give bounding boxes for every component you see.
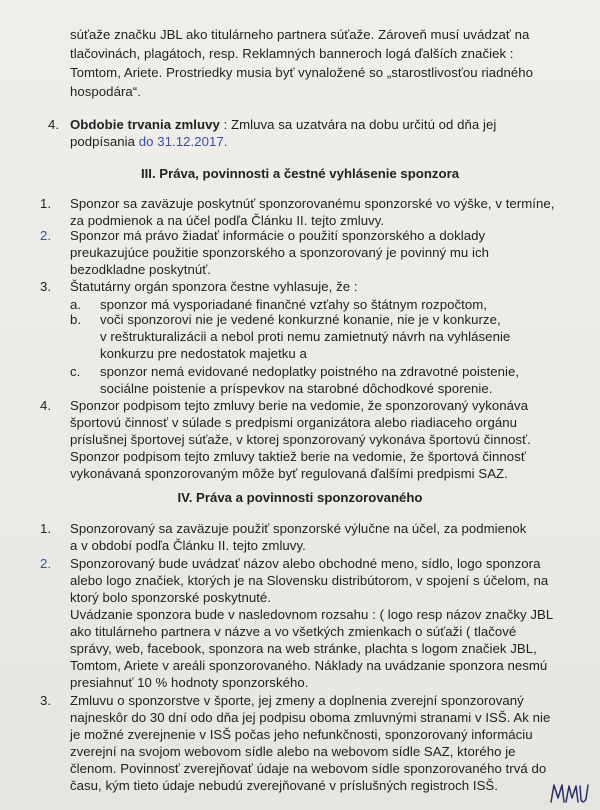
body-line: Sponzorovaný sa zaväzuje použiť sponzorské výlučne na účel, za podmienok: [70, 521, 527, 536]
item-number: 1.: [40, 521, 51, 536]
subitem-letter: c.: [70, 364, 81, 379]
body-line: bezodkladne poskytnúť.: [70, 262, 211, 277]
body-line: Sponzorovaný bude uvádzať názov alebo obchodné meno, sídlo, logo sponzora: [70, 556, 541, 571]
body-line: členom. Povinnosť zverejňovať údaje na webovom sídle sponzorovaného trvá do: [70, 761, 547, 776]
body-line: Sponzor má právo žiadať informácie o použití sponzorského a doklady: [70, 228, 486, 243]
body-line: Štatutárny orgán sponzora čestne vyhlasuje, že :: [70, 279, 358, 294]
contract-term-text: : Zmluva sa uzatvára na dobu určitú od dňa jej: [219, 117, 497, 132]
body-line: sponzor nemá evidované nedoplatky poistného na zdravotné poistenie,: [100, 364, 520, 379]
body-line: sponzor má vysporiadané finančné vzťahy so štátnym rozpočtom,: [100, 297, 487, 312]
body-line: a v období podľa Článku II. tejto zmluvy.: [70, 538, 306, 553]
body-line: vykonávaná sponzorovaným môže byť regulovaná ďalšími predpismi SAZ.: [70, 466, 508, 481]
contract-term-line: [70, 116, 496, 133]
body-line: Uvádzanie sponzora bude v nasledovnom rozsahu : ( logo resp názov značky JBL: [70, 607, 554, 622]
item-number: 4.: [48, 117, 59, 132]
section-4-title: IV. Práva a povinnosti sponzorovaného: [177, 490, 423, 505]
section-3-title: III. Práva, povinnosti a čestné vyhlásenie sponzora: [140, 166, 460, 181]
contract-term-label: Obdobie trvania zmluvy: [70, 117, 220, 132]
body-line: Sponzor sa zaväzuje poskytnúť sponzorovanému sponzorské vo výške, v termíne,: [70, 196, 555, 211]
handwritten-signature: [548, 780, 592, 806]
body-line: súťaže značku JBL ako titulárneho partnera súťaže. Zároveň musí uvádzať na: [70, 27, 530, 42]
body-line: Tomtom, Ariete v areáli sponzorovaného. Náklady na uvádzanie sponzora nesmú: [70, 658, 548, 673]
body-line: alebo logo značiek, ktorých je na Slovensku distribútorom, v spojení s účelom, na: [70, 573, 549, 588]
body-line: presiahnuť 10 % hodnoty sponzorského.: [70, 675, 309, 690]
body-line: tlačovinách, plagátoch, resp. Reklamných banneroch logá ďalších značiek :: [70, 46, 514, 61]
body-line: ako titulárneho partnera v názve a vo všetkých zmienkach o súťaži ( tlačové: [70, 624, 517, 639]
body-line: Sponzor podpisom tejto zmluvy taktiež berie na vedomie, že športová činnosť: [70, 449, 526, 464]
item-number: 4.: [40, 398, 51, 413]
item-number: 1.: [40, 196, 51, 211]
body-line: je možné zverejnenie v ISŠ počas jeho nefunkčnosti, sponzorovaný informáciu: [70, 727, 533, 742]
subitem-letter: b.: [70, 312, 81, 327]
subitem-letter: a.: [70, 297, 81, 312]
body-line: najneskôr do 30 dní odo dňa jej podpisu oboma zmluvnými stranami v ISŠ. Ak nie: [70, 710, 551, 725]
item-number: 3.: [40, 693, 51, 708]
body-line: príslušnej športovej súťaže, v ktorej sponzorovaný vykonáva športovú činnosť.: [70, 432, 531, 447]
body-line: Sponzor podpisom tejto zmluvy berie na vedomie, že sponzorovaný vykonáva: [70, 398, 529, 413]
body-line: zverejní na svojom webovom sídle alebo na webovom sídle SAZ, ktorého je: [70, 744, 516, 759]
item-number: 3.: [40, 279, 51, 294]
end-date: do 31.12.2017.: [138, 134, 228, 149]
body-line: voči sponzorovi nie je vedené konkurzné konanie, nie je v konkurze,: [100, 312, 501, 327]
body-line: času, kým tieto údaje nebudú zverejňované v príslušných registroch ISŠ.: [70, 778, 498, 793]
item-number: 2.: [40, 228, 51, 243]
body-line: za podmienok a na účel podľa Článku II. tejto zmluvy.: [70, 213, 385, 228]
signing-text: podpísania: [70, 134, 139, 149]
body-line: Zmluvu o sponzorstve v športe, jej zmeny a doplnenia zverejní sponzorovaný: [70, 693, 524, 708]
item-number: 2.: [40, 556, 51, 571]
body-line: konkurzu pre nedostatok majetku a: [100, 346, 307, 361]
body-line: preukazujúce použitie sponzorského a sponzorovaný je povinný mu ich: [70, 245, 490, 260]
body-line: ktorý bolo sponzorské poskytnuté.: [70, 590, 272, 605]
contract-term-line-2: [70, 133, 227, 150]
body-line: Tomtom, Ariete. Prostriedky musia byť vynaložené so „starostlivosťou riadného: [70, 65, 534, 80]
body-line: sociálne poistenie a príspevkov na starobné dôchodkové sporenie.: [100, 381, 493, 396]
body-line: hospodára“.: [70, 84, 141, 99]
body-line: v reštrukturalizácii a nebol proti nemu zamietnutý návrh na vyhlásenie: [100, 329, 511, 344]
body-line: športovú činnosť v súlade s predpismi organizátora alebo riadiaceho orgánu: [70, 415, 518, 430]
body-line: správy, web, facebook, sponzora na web stránke, plachta s logom značiek JBL,: [70, 641, 537, 656]
